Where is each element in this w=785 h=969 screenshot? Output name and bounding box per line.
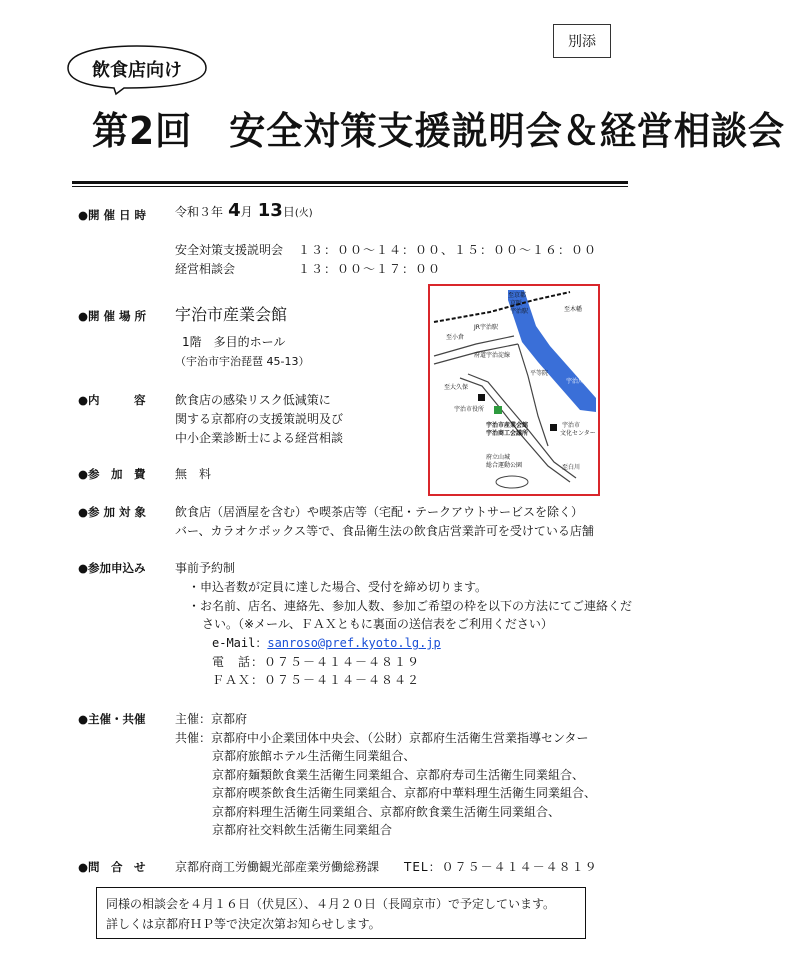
date-label: ●開 催 日 時	[78, 208, 147, 222]
co-organizer-line: 共催：京都府中小企業団体中央会、（公財）京都府生活衛生営業指導センター	[175, 731, 589, 745]
page-title: 第2回 安全対策支援説明会＆経営相談会	[92, 109, 785, 153]
contact-org: 京都府商工労働観光部産業労働総務課	[175, 860, 380, 874]
map-label: 宇治市役所	[454, 406, 485, 413]
apply-note: ・お名前、店名、連絡先、参加人数、参加ご希望の枠を以下の方法にてご連絡くだ	[188, 599, 633, 613]
map-label: 文化センター	[560, 430, 596, 437]
co-organizer-line: 京都府社交料飲生活衛生同業組合	[212, 823, 393, 837]
map-label: 至木幡	[564, 306, 583, 313]
date-weekday: (火)	[294, 208, 313, 219]
schedule-name-1: 安全対策支援説明会	[175, 243, 284, 257]
fee-label: ●参 加 費	[78, 467, 146, 481]
email-link[interactable]: sanroso@pref.kyoto.lg.jp	[267, 636, 441, 650]
map-label: 府立山城	[486, 454, 511, 461]
attachment-badge: 別添	[553, 24, 611, 58]
organizer-main: 主催：京都府	[175, 712, 248, 726]
map-label: 平等院	[530, 370, 549, 377]
map-label: 宇治商工会議所	[486, 430, 529, 437]
target-line: バー、カラオケボックス等で、食品衛生法の飲食店営業許可を受けている店舗	[175, 524, 594, 538]
schedule-time-2: １３：００～１７：００	[298, 262, 442, 276]
email-line	[212, 634, 441, 651]
schedule-name-2: 経営相談会	[175, 262, 236, 276]
map-label: 京阪	[510, 300, 523, 307]
venue-room: 1階 多目的ホール	[182, 335, 286, 349]
apply-method: 事前予約制	[175, 561, 236, 575]
contact-tel: TEL：０７５－４１４－４８１９	[404, 860, 598, 874]
map-label: 至京都	[508, 292, 527, 299]
organizer-label: ●主催・共催	[78, 712, 146, 726]
apply-fax: ＦＡＸ：０７５－４１４－４８４２	[212, 673, 421, 687]
venue-name: 宇治市産業会館	[175, 305, 288, 324]
fee-value: 無 料	[175, 467, 212, 481]
venue-address: （宇治市宇治琵琶 45-13）	[175, 355, 310, 368]
date-month-unit: 月	[240, 205, 253, 219]
location-map	[428, 284, 600, 496]
apply-note: さい。（※メール、ＦＡＸともに裏面の送信表をご利用ください）	[202, 617, 553, 631]
map-label: 至白川	[562, 464, 581, 471]
co-organizer-line: 京都府喫茶飲食生活衛生同業組合、京都府中華料理生活衛生同業組合、	[212, 786, 597, 800]
apply-label: ●参加申込み	[78, 561, 146, 575]
content-line: 中小企業診断士による経営相談	[175, 431, 344, 445]
content-label: ●内 容	[78, 393, 146, 407]
notice-line: 詳しくは京都府ＨＰ等で決定次第お知らせします。	[106, 917, 381, 931]
map-label: 宇治駅	[510, 308, 529, 315]
contact-label: ●問 合 せ	[78, 860, 146, 874]
notice-line: 同様の相談会を４月１６日（伏見区）、４月２０日（長岡京市）で予定しています。	[106, 897, 556, 911]
apply-tel: 電 話：０７５－４１４－４８１９	[212, 655, 421, 669]
target-label: ●参 加 対 象	[78, 505, 147, 519]
date-era: 令和３年	[175, 205, 224, 219]
map-label: 総合運動公園	[486, 462, 523, 469]
date-day-unit: 日	[282, 205, 295, 219]
date-day: 13	[257, 200, 283, 221]
email-label: e-Mail：	[212, 636, 268, 650]
date-month: 4	[228, 200, 241, 221]
event-date	[175, 200, 313, 221]
content-line: 関する京都府の支援策説明及び	[175, 412, 344, 426]
map-label: 府道宇治淀線	[474, 352, 511, 359]
co-organizer-line: 京都府麺類飲食業生活衛生同業組合、京都府寿司生活衛生同業組合、	[212, 768, 585, 782]
bubble-text: 飲食店向け	[92, 60, 182, 81]
schedule-time-1: １３：００～１４：００、１５：００～１６：００	[298, 243, 598, 257]
map-label: 宇治川	[566, 378, 585, 385]
content-line: 飲食店の感染リスク低減策に	[175, 393, 331, 407]
title-rule-thin	[72, 186, 628, 187]
map-label: 至小倉	[446, 334, 465, 341]
apply-note: ・申込者数が定員に達した場合、受付を締め切ります。	[188, 580, 488, 594]
co-organizer-line: 京都府旅館ホテル生活衛生同業組合、	[212, 749, 416, 763]
map-label: 宇治市産業会館	[486, 422, 529, 429]
title-rule	[72, 181, 628, 184]
target-line: 飲食店（居酒屋を含む）や喫茶店等（宅配・テークアウトサービスを除く）	[175, 505, 584, 519]
map-label: 宇治市	[562, 422, 581, 429]
venue-label: ●開 催 場 所	[78, 309, 147, 323]
map-label: JR宇治駅	[474, 324, 498, 331]
map-label: 至大久保	[444, 384, 469, 391]
co-organizer-line: 京都府料理生活衛生同業組合、京都府飲食業生活衛生同業組合、	[212, 805, 561, 819]
